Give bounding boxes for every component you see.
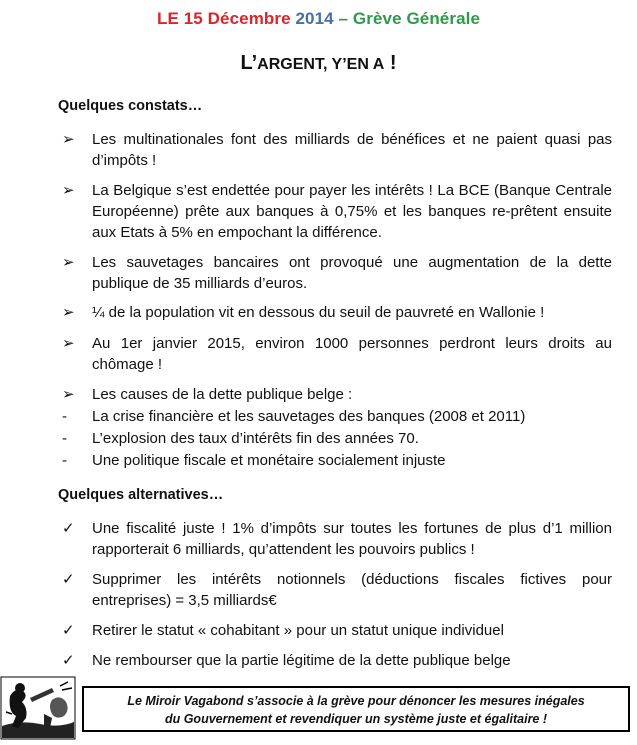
list-item-text: Ne rembourser que la partie légitime de la dette publique belge bbox=[92, 652, 511, 669]
list-item bbox=[62, 129, 612, 171]
list-item bbox=[62, 569, 612, 611]
header-date-line bbox=[0, 9, 637, 29]
list-item bbox=[62, 620, 612, 641]
dash-bullet: - bbox=[62, 408, 67, 425]
title-letter: L’ bbox=[240, 52, 258, 74]
list-item bbox=[62, 650, 612, 671]
list-item bbox=[62, 384, 612, 405]
callout-line-1: Le Miroir Vagabond s’associe à la grève pour dénoncer les mesures inégales bbox=[127, 694, 585, 708]
check-icon: ✓ bbox=[62, 571, 75, 588]
arrow-bullet-icon: ➢ bbox=[62, 335, 75, 352]
title-exclamation: ! bbox=[384, 52, 397, 74]
sub-list-item-text: La crise financière et les sauvetages des banques (2008 et 2011) bbox=[92, 408, 526, 425]
arrow-bullet-icon: ➢ bbox=[62, 182, 75, 199]
list-item-text: Une fiscalité juste ! 1% d’impôts sur toutes les fortunes de plus d’1 million rapporterait 6 milliards, qu’attendent les pouvoirs publics ! bbox=[92, 520, 612, 558]
check-icon: ✓ bbox=[62, 622, 75, 639]
sub-list-item-text: Une politique fiscale et monétaire socialement injuste bbox=[92, 452, 446, 469]
page-title bbox=[0, 52, 637, 75]
list-item-text: ¼ de la population vit en dessous du seuil de pauvreté en Wallonie ! bbox=[92, 304, 545, 321]
section-heading-constats: Quelques constats… bbox=[58, 98, 203, 114]
vagabond-logo-icon bbox=[0, 676, 76, 740]
header-year: 2014 bbox=[295, 9, 334, 28]
arrow-bullet-icon: ➢ bbox=[62, 254, 75, 271]
sub-list-item bbox=[62, 406, 612, 427]
list-item-text: Supprimer les intérêts notionnels (déductions fiscales fictives pour entreprises) = 3,5 milliards€ bbox=[92, 571, 612, 609]
list-item-text: Les causes de la dette publique belge : bbox=[92, 386, 353, 403]
section-heading-alternatives: Quelques alternatives… bbox=[58, 487, 224, 503]
check-icon: ✓ bbox=[62, 652, 75, 669]
arrow-bullet-icon: ➢ bbox=[62, 304, 75, 321]
sub-list-item bbox=[62, 450, 612, 471]
dash-bullet: - bbox=[62, 430, 67, 447]
list-item bbox=[62, 518, 612, 560]
header-strike: – Grève Générale bbox=[333, 9, 481, 28]
title-smallcaps: ARGENT, Y’EN A bbox=[257, 56, 385, 73]
list-item-text: Retirer le statut « cohabitant » pour un statut unique individuel bbox=[92, 622, 504, 639]
list-item bbox=[62, 302, 612, 323]
dash-bullet: - bbox=[62, 452, 67, 469]
list-item-text: La Belgique s’est endettée pour payer les intérêts ! La BCE (Banque Centrale Européenne) prête aux banques à 0,75% et les banques re-prêtent ensuite aux Etats à 5% en empochant la différence. bbox=[92, 182, 612, 241]
list-item bbox=[62, 252, 612, 294]
sub-list-item bbox=[62, 428, 612, 449]
check-icon: ✓ bbox=[62, 520, 75, 537]
strike-callout-box bbox=[82, 686, 630, 732]
arrow-bullet-icon: ➢ bbox=[62, 386, 75, 403]
miroir-vagabond-logo bbox=[0, 676, 76, 740]
list-item-text: Au 1er janvier 2015, environ 1000 personnes perdront leurs droits au chômage ! bbox=[92, 335, 612, 373]
list-item bbox=[62, 180, 612, 243]
list-item-text: Les sauvetages bancaires ont provoqué une augmentation de la dette publique de 35 milliards d’euros. bbox=[92, 254, 612, 292]
list-item-text: Les multinationales font des milliards de bénéfices et ne paient quasi pas d’impôts ! bbox=[92, 131, 612, 169]
list-item bbox=[62, 333, 612, 375]
header-date: LE 15 Décembre bbox=[156, 9, 296, 28]
sub-list-item-text: L’explosion des taux d’intérêts fin des années 70. bbox=[92, 430, 419, 447]
callout-line-2: du Gouvernement et revendiquer un système juste et égalitaire ! bbox=[164, 712, 548, 726]
arrow-bullet-icon: ➢ bbox=[62, 131, 75, 148]
